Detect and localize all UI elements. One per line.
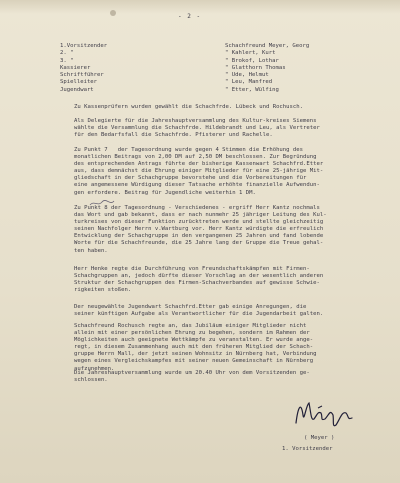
officers-list bbox=[60, 43, 370, 94]
pencil-annotation bbox=[88, 198, 123, 208]
paragraph-item-7: Zu Punkt 7 der Tagesordnung wurde gegen 4 Stimmen die Erhöhung des monatlichen Beitrags von 2,00 DM auf 2,50 DM beschlossen. Zur Begründung des entsprechenden Antrags führte der bisherige Kassenwart Schachfrd.Etter aus, dass demnächst die Ehrung einiger Mitglieder für eine 25-jährige Mit- gliedschaft in der Schachgruppe bevorstehe und die Vorbereitungen für eine angemessene Würdigung dieser Tatsache erhöhte finanzielle Aufwendun- gen erfordere. Beitrag für Jugendliche weiterhin 1 DM. bbox=[74, 147, 324, 196]
officer-row bbox=[60, 79, 370, 86]
officer-row bbox=[60, 87, 370, 94]
paragraph-jubilee: Schachfreund Rochusch regte an, das Jubiläum einiger Mitglieder nicht allein mit einer persönlichen Ehrung zu begehen, sondern im Rahmen der Möglichkeiten auch geeignete Wettkämpfe zu veranstalten. Er wurde ange- regt, in diesem Zusammenhang auch mit den früheren Mitglied der Schach- gruppe Herrn Mall, der jetzt seinen Wohnsitz in Nürnberg hat, Verbindung wegen eines Vergleichskampfes mit seiner neuen Gemeinschaft in Nürnberg aufzunehmen. bbox=[74, 323, 317, 372]
paragraph-delegates: Als Delegierte für die Jahreshauptversammlung des Kultur-kreises Siemens wählte die Versammlung die Schachfrde. Hildebrandt und Leu, als Vertreter für den Bedarfsfall die Schachfrde. Pfisterer und Rachelle. bbox=[74, 118, 320, 139]
officer-role: Spielleiter bbox=[60, 79, 98, 86]
officer-name: " Glatthorn Thomas bbox=[225, 64, 286, 71]
signatory-role: 1. Vorsitzender bbox=[282, 446, 333, 452]
ink-blot bbox=[110, 10, 116, 16]
officer-name: " Leu, Manfred bbox=[225, 79, 273, 86]
paragraph-closing: Die Jahreshauptversammlung wurde um 20.40 Uhr von dem Vorsitzenden ge- schlossen. bbox=[74, 370, 310, 384]
officer-name: " Etter, Wülfing bbox=[225, 86, 279, 93]
page-number: - 2 - bbox=[178, 13, 202, 20]
officer-row bbox=[60, 65, 370, 72]
officer-role: Kassierer bbox=[60, 64, 91, 71]
signature-block bbox=[270, 395, 380, 455]
officer-name: " Kahlert, Kurt bbox=[225, 50, 276, 57]
officer-role: Jugendwart bbox=[60, 86, 94, 93]
paper-fold bbox=[0, 0, 400, 14]
officer-name: " Ude, Helmut bbox=[225, 72, 269, 79]
paragraph-youth-warden: Der neugewählte Jugendwart Schachfrd.Etter gab einige Anregungen, die seiner künftigen Aufgabe als Verantwortlicher für die Jugendarbeit galten. bbox=[74, 304, 324, 318]
officer-role: 2. " bbox=[60, 50, 74, 57]
officer-role: 1.Vorsitzender bbox=[60, 43, 108, 49]
officer-row bbox=[60, 58, 370, 65]
signatory-name: ( Meyer ) bbox=[304, 435, 335, 441]
officer-row bbox=[60, 43, 370, 50]
officer-name: " Brokof, Lothar bbox=[225, 57, 279, 64]
officer-row bbox=[60, 72, 370, 79]
officer-role: Schriftführer bbox=[60, 72, 104, 79]
handwritten-signature bbox=[292, 395, 362, 433]
paragraph-friendly-matches: Herr Henke regte die Durchführung von Freundschaftskämpfen mit Firmen- Schachgruppen an, jedoch dürfte dieser Vorschlag an der wesentlich anderen Struktur der Schachgruppen des Firmen-Schachverbandes auf gewisse Schwie- rigkeiten stoßen. bbox=[74, 266, 324, 294]
officer-name: Schachfreund Meyer, Georg bbox=[225, 43, 310, 49]
paragraph-item-8: Zu Punkt 8 der Tagesordnung - Verschiedenes - ergriff Herr Kantz nochmals das Wort und gab bekannt, dass er nach nunmehr 25 jähriger Leitung des Kul- turkreises von dieser Funktion zurücktreten werde und stellte gleichzeitig seinen Nachfolger Herrn v.Wartburg vor. Herr Kantz würdigte die erfreulich Entwicklung der Schachgruppe in den vergangenen 25 Jahren und fand lobende Worte für die Schachfreunde, die 25 Jahre lang der Gruppe die Treue gehal- ten haben. bbox=[74, 205, 327, 254]
paragraph-auditors: Zu Kassenprüfern wurden gewählt die Schachfrde. Lübeck und Rochusch. bbox=[74, 104, 304, 110]
officer-row bbox=[60, 50, 370, 57]
officer-role: 3. " bbox=[60, 57, 74, 64]
